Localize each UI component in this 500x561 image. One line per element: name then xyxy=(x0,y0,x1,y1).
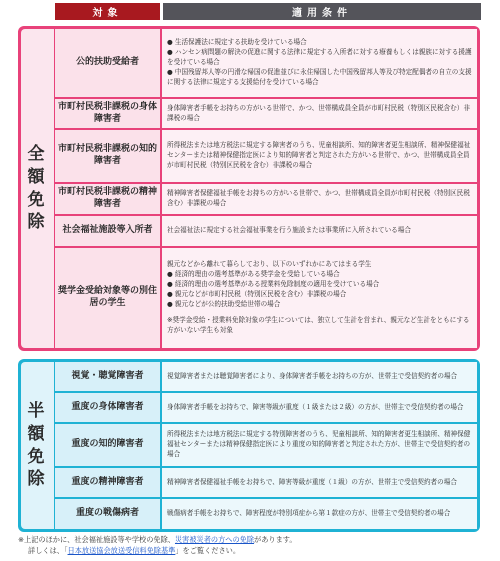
condition-cell: 視覚障害者または聴覚障害者により、身体障害者手帳をお持ちの方が、世帯主で受信契約者の場合 xyxy=(162,362,477,391)
condition-cell: 親元などから離れて暮らしており、以下のいずれかにあてはまる学生 ● 経済的理由の選考基準がある奨学金を受給している場合 ● 経済的理由の選考基準がある授業料免除制度の適用を受けている場合 ● 親元などが市町村民税（特別区民税を含む）非課税の場合 ● 親元などが公的扶助受給世帯の場合 ※奨学金受給・授業料免除対象の学生については、独立して生計を営まれ、親元など生計をともにする方がいない学生も対象 xyxy=(162,248,477,348)
condition-cell: 戦傷病者手帳をお持ちで、障害程度が特別項症から第１款症の方が、世帯主で受信契約者の場合 xyxy=(162,499,477,529)
target-cell: 重度の精神障害者 xyxy=(55,468,160,497)
table-row xyxy=(55,216,477,246)
half-exemption-label: 半 額 免 除 xyxy=(27,400,45,490)
condition-cell: 社会福祉法に規定する社会福祉事業を行う施設または事業所に入所されている場合 xyxy=(162,216,477,246)
table-row xyxy=(55,184,477,214)
target-cell: 市町村民税非課税の知的障害者 xyxy=(55,130,160,182)
target-cell: 社会福祉施設等入所者 xyxy=(55,216,160,246)
target-cell: 公的扶助受給者 xyxy=(55,29,160,97)
condition-cell: 精神障害者保健福祉手帳をお持ちで、障害等級が重度（１級）の方が、世帯主で受信契約者の場合 xyxy=(162,468,477,497)
condition-cell: ● 生活保護法に規定する扶助を受けている場合 ● ハンセン病問題の解決の促進に関する法律に規定する入所者に対する療養もしくは親族に対する援護を受けている場合 ● 中国残留邦人等の円滑な帰国の促進並びに永住帰国した中国残留邦人等及び特定配偶者の自立の支援に関する法律に規定する支援給付を受けている場合 xyxy=(162,29,477,97)
condition-cell: 所得税法または地方税法に規定する障害者のうち、児童相談所、知的障害者更生相談所、精神保健福祉センターまたは精神保健指定医により知的障害者と判定された方がいる世帯で、かつ、世帯構成員全員が市町村民税（特別区民税を含む）非課税の場合 xyxy=(162,130,477,182)
table-row xyxy=(55,468,477,497)
target-cell: 重度の知的障害者 xyxy=(55,424,160,466)
exemption-standard-link[interactable]: 日本放送協会放送受信料免除基準 xyxy=(67,545,176,555)
target-cell: 重度の戦傷病者 xyxy=(55,499,160,529)
header-target: 対象 xyxy=(55,3,160,20)
condition-cell: 精神障害者保健福祉手帳をお持ちの方がいる世帯で、かつ、世帯構成員全員が市町村民税（特別区民税含む）非課税の場合 xyxy=(162,184,477,214)
full-exemption-label: 全 額 免 除 xyxy=(27,143,45,233)
footnote: ※上記のほかに、社会福祉施設等や学校の免除、災害被災者の方への免除があります。 詳しくは、「日本放送協会放送受信料免除基準」をご覧ください。 xyxy=(18,535,297,555)
target-cell: 奨学金受給対象等の別住居の学生 xyxy=(55,248,160,348)
full-exemption-section xyxy=(18,26,480,351)
table-row xyxy=(55,362,477,391)
target-cell: 視覚・聴覚障害者 xyxy=(55,362,160,391)
table-row xyxy=(55,393,477,422)
table-row xyxy=(55,248,477,348)
disaster-exemption-link[interactable]: 災害被災者の方への免除 xyxy=(174,535,255,544)
condition-cell: 身体障害者手帳をお持ちの方がいる世帯で、かつ、世帯構成員全員が市町村民税（特別区民税含む）非課税の場合 xyxy=(162,99,477,128)
table-row xyxy=(55,499,477,529)
target-cell: 市町村民税非課税の精神障害者 xyxy=(55,184,160,214)
target-cell: 市町村民税非課税の身体障害者 xyxy=(55,99,160,128)
table-row xyxy=(55,424,477,466)
target-cell: 重度の身体障害者 xyxy=(55,393,160,422)
note-text: ※奨学金受給・授業料免除対象の学生については、独立して生計を営まれ、親元など生計をともにする方がいない学生も対象 xyxy=(167,315,470,334)
condition-cell: 身体障害者手帳をお持ちで、障害等級が重度（１級または２級）の方が、世帯主で受信契約者の場合 xyxy=(162,393,477,422)
condition-cell: 所得税法または地方税法に規定する特別障害者のうち、児童相談所、知的障害者更生相談所、精神保健福祉センターまたは精神保健指定医により重度の知的障害者と判定された方が、世帯主で受信契約者の場合 xyxy=(162,424,477,466)
header-condition: 適用条件 xyxy=(163,3,481,20)
half-exemption-section xyxy=(18,359,480,532)
table-row xyxy=(55,130,477,182)
table-row xyxy=(55,99,477,128)
table-row xyxy=(55,29,477,97)
